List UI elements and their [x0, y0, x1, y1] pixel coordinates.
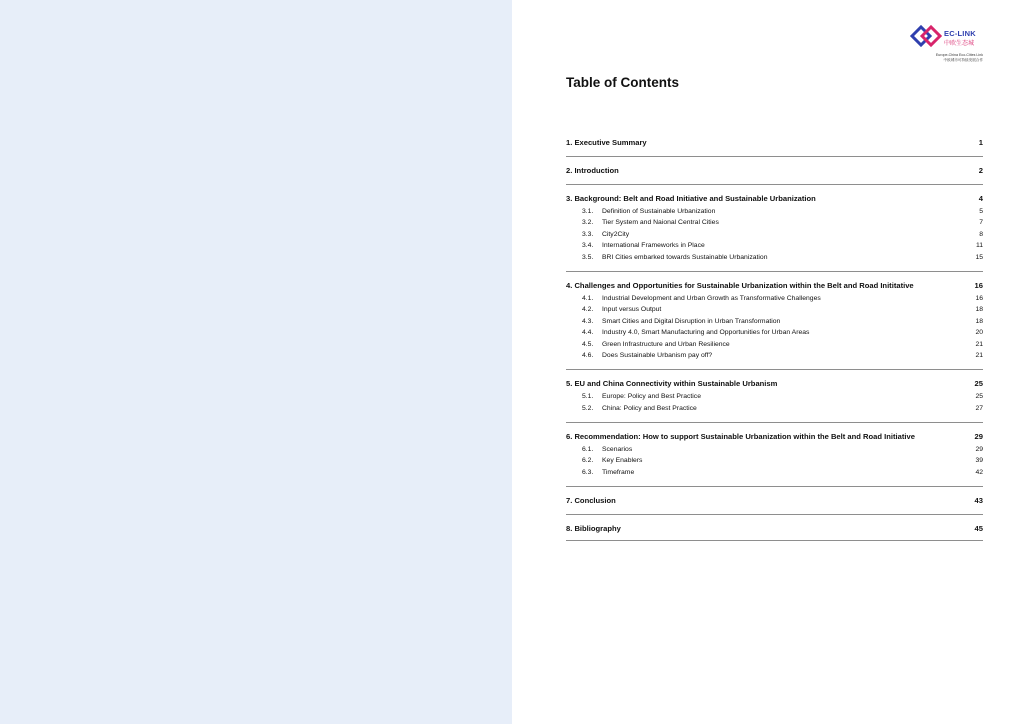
toc-subsection-text: [582, 467, 634, 478]
document-page: [512, 0, 1024, 724]
ec-link-logo-icon: [910, 22, 942, 50]
toc-subsection-label: City2City: [602, 230, 630, 238]
toc-subsection-entry[interactable]: [566, 206, 983, 217]
toc-subsection-page: 18: [975, 317, 983, 325]
toc-subsection-text: [582, 304, 661, 315]
toc-subsection-entry[interactable]: [566, 304, 983, 315]
toc-section-label: 7. Conclusion: [566, 496, 616, 506]
toc-subsection-number: 4.4.: [582, 329, 594, 337]
toc-section-entry[interactable]: [566, 193, 983, 204]
toc-section-page: 4: [978, 194, 983, 203]
toc-subsection-page: 5: [979, 208, 983, 215]
toc-subsection-number: 4.2.: [582, 306, 594, 314]
toc-subsection-text: [582, 293, 821, 304]
toc-subsection-label: Green Infrastructure and Urban Resilience: [602, 340, 730, 348]
toc-subsection-entry[interactable]: [566, 339, 983, 350]
toc-subsection-number: 4.3.: [582, 317, 594, 325]
toc-subsection-label: Definition of Sustainable Urbanization: [602, 208, 716, 215]
toc-section-label: 4. Challenges and Opportunities for Sustainable Urbanization within the Belt and Road Inititative: [566, 280, 914, 290]
toc-subsection-text: [582, 316, 780, 327]
toc-section: [566, 378, 983, 423]
toc-subsection-number: 3.2.: [582, 219, 594, 227]
toc-section-label: 8. Bibliography: [566, 524, 621, 534]
toc-subsection-number: 3.1.: [582, 208, 594, 215]
toc-subsection-page: 39: [975, 457, 983, 465]
toc-subsection-text: [582, 339, 730, 350]
logo-tagline-en: Europe-China Eco-Cities Link: [935, 53, 983, 57]
toc-section-label: 2. Introduction: [566, 166, 619, 175]
toc-section-page: 16: [974, 280, 983, 290]
toc-section-page: 29: [974, 432, 983, 442]
toc-subsection-label: Scenarios: [602, 446, 633, 454]
toc-subsection-number: 6.1.: [582, 446, 594, 454]
toc-subsection-number: 5.2.: [582, 404, 594, 412]
toc-subsection-list: [566, 206, 983, 263]
logo-name: EC-LINK: [944, 29, 976, 38]
toc-subsection-page: 7: [979, 219, 983, 227]
toc-section-entry[interactable]: [566, 431, 983, 442]
toc-section-page: 1: [978, 138, 983, 147]
toc-subsection-label: Key Enablers: [602, 457, 643, 465]
toc-subsection-text: [582, 455, 642, 466]
toc-subsection-label: International Frameworks in Place: [602, 242, 705, 250]
ec-link-logo: [910, 22, 985, 67]
toc-subsection-entry[interactable]: [566, 316, 983, 327]
toc-section-label: 6. Recommendation: How to support Sustainable Urbanization within the Belt and Road Initiative: [566, 432, 915, 442]
toc-subsection-entry[interactable]: [566, 391, 983, 402]
toc-subsection-label: Europe: Policy and Best Practice: [602, 393, 701, 401]
toc-subsection-page: 16: [975, 294, 983, 302]
toc-subsection-number: 6.3.: [582, 468, 594, 476]
logo-tagline-cn: 中欧城市可持续发展合作: [943, 57, 983, 62]
toc-subsection-text: [582, 350, 712, 361]
toc-section: [566, 193, 983, 272]
toc-subsection-label: Smart Cities and Digital Disruption in Urban Transformation: [602, 317, 781, 325]
toc-subsection-list: [566, 391, 983, 414]
table-of-contents: [566, 137, 983, 549]
toc-subsection-page: 8: [979, 230, 983, 238]
toc-subsection-page: 27: [975, 404, 983, 412]
toc-section-entry[interactable]: [566, 137, 983, 148]
toc-subsection-number: 4.1.: [582, 294, 594, 302]
toc-section: [566, 523, 983, 541]
toc-section: [566, 137, 983, 157]
toc-subsection-label: Industry 4.0, Smart Manufacturing and Opportunities for Urban Areas: [602, 329, 810, 337]
toc-section: [566, 431, 983, 487]
toc-subsection-number: 3.5.: [582, 253, 594, 261]
toc-subsection-page: 21: [975, 340, 983, 348]
logo-name-cn: 中欧生态城: [944, 41, 975, 47]
toc-section-page: 45: [974, 524, 983, 534]
toc-subsection-page: 20: [975, 329, 983, 337]
toc-section: [566, 165, 983, 185]
toc-subsection-page: 18: [975, 306, 983, 314]
toc-subsection-label: Industrial Development and Urban Growth as Transformative Challenges: [602, 294, 821, 302]
toc-subsection-label: Timeframe: [602, 468, 635, 476]
toc-subsection-entry[interactable]: [566, 240, 983, 251]
toc-section-page: 2: [978, 166, 983, 175]
toc-subsection-number: 4.5.: [582, 340, 594, 348]
toc-subsection-number: 5.1.: [582, 393, 594, 401]
toc-section-page: 25: [974, 379, 983, 389]
toc-subsection-text: [582, 240, 705, 251]
toc-section-label: 1. Executive Summary: [566, 138, 647, 147]
toc-subsection-page: 15: [975, 253, 983, 261]
toc-subsection-entry[interactable]: [566, 252, 983, 263]
toc-subsection-label: China: Policy and Best Practice: [602, 404, 697, 412]
toc-subsection-label: Input versus Output: [602, 306, 662, 314]
toc-subsection-text: [582, 391, 701, 402]
toc-subsection-label: Tier System and Naional Central Cities: [602, 219, 719, 227]
toc-subsection-page: 42: [975, 468, 983, 476]
toc-section-label: 3. Background: Belt and Road Initiative and Sustainable Urbanization: [566, 194, 816, 203]
toc-subsection-number: 4.6.: [582, 351, 594, 359]
toc-section-entry[interactable]: [566, 523, 983, 534]
toc-section-entry[interactable]: [566, 378, 983, 389]
toc-subsection-list: [566, 444, 983, 478]
toc-section-page: 43: [974, 496, 983, 506]
toc-subsection-number: 3.3.: [582, 230, 594, 238]
toc-subsection-text: [582, 252, 767, 263]
toc-subsection-text: [582, 206, 715, 217]
toc-subsection-page: 25: [975, 393, 983, 401]
toc-subsection-text: [582, 403, 697, 414]
toc-subsection-text: [582, 444, 632, 455]
toc-subsection-entry[interactable]: [566, 444, 983, 455]
toc-subsection-label: BRI Cities embarked towards Sustainable Urbanization: [602, 253, 768, 261]
page-title: Table of Contents: [566, 75, 679, 90]
toc-subsection-page: 11: [975, 242, 983, 250]
toc-subsection-entry[interactable]: [566, 403, 983, 414]
toc-subsection-entry[interactable]: [566, 455, 983, 466]
toc-subsection-entry[interactable]: [566, 293, 983, 304]
toc-subsection-entry[interactable]: [566, 327, 983, 338]
toc-section: [566, 495, 983, 515]
toc-subsection-text: [582, 217, 719, 228]
toc-subsection-number: 3.4.: [582, 242, 594, 250]
toc-section-entry[interactable]: [566, 495, 983, 506]
toc-subsection-text: [582, 229, 629, 240]
logo-tagline: [910, 53, 983, 62]
toc-subsection-list: [566, 293, 983, 361]
toc-section-entry[interactable]: [566, 280, 983, 291]
toc-subsection-text: [582, 327, 809, 338]
toc-subsection-entry[interactable]: [566, 350, 983, 361]
toc-subsection-label: Does Sustainable Urbanism pay off?: [602, 351, 713, 359]
toc-subsection-entry[interactable]: [566, 467, 983, 478]
toc-subsection-entry[interactable]: [566, 229, 983, 240]
toc-section: [566, 280, 983, 370]
toc-subsection-entry[interactable]: [566, 217, 983, 228]
toc-subsection-page: 21: [975, 351, 983, 359]
toc-section-label: 5. EU and China Connectivity within Sustainable Urbanism: [566, 379, 778, 389]
toc-section-entry[interactable]: [566, 165, 983, 176]
toc-subsection-number: 6.2.: [582, 457, 594, 465]
toc-subsection-page: 29: [975, 446, 983, 454]
